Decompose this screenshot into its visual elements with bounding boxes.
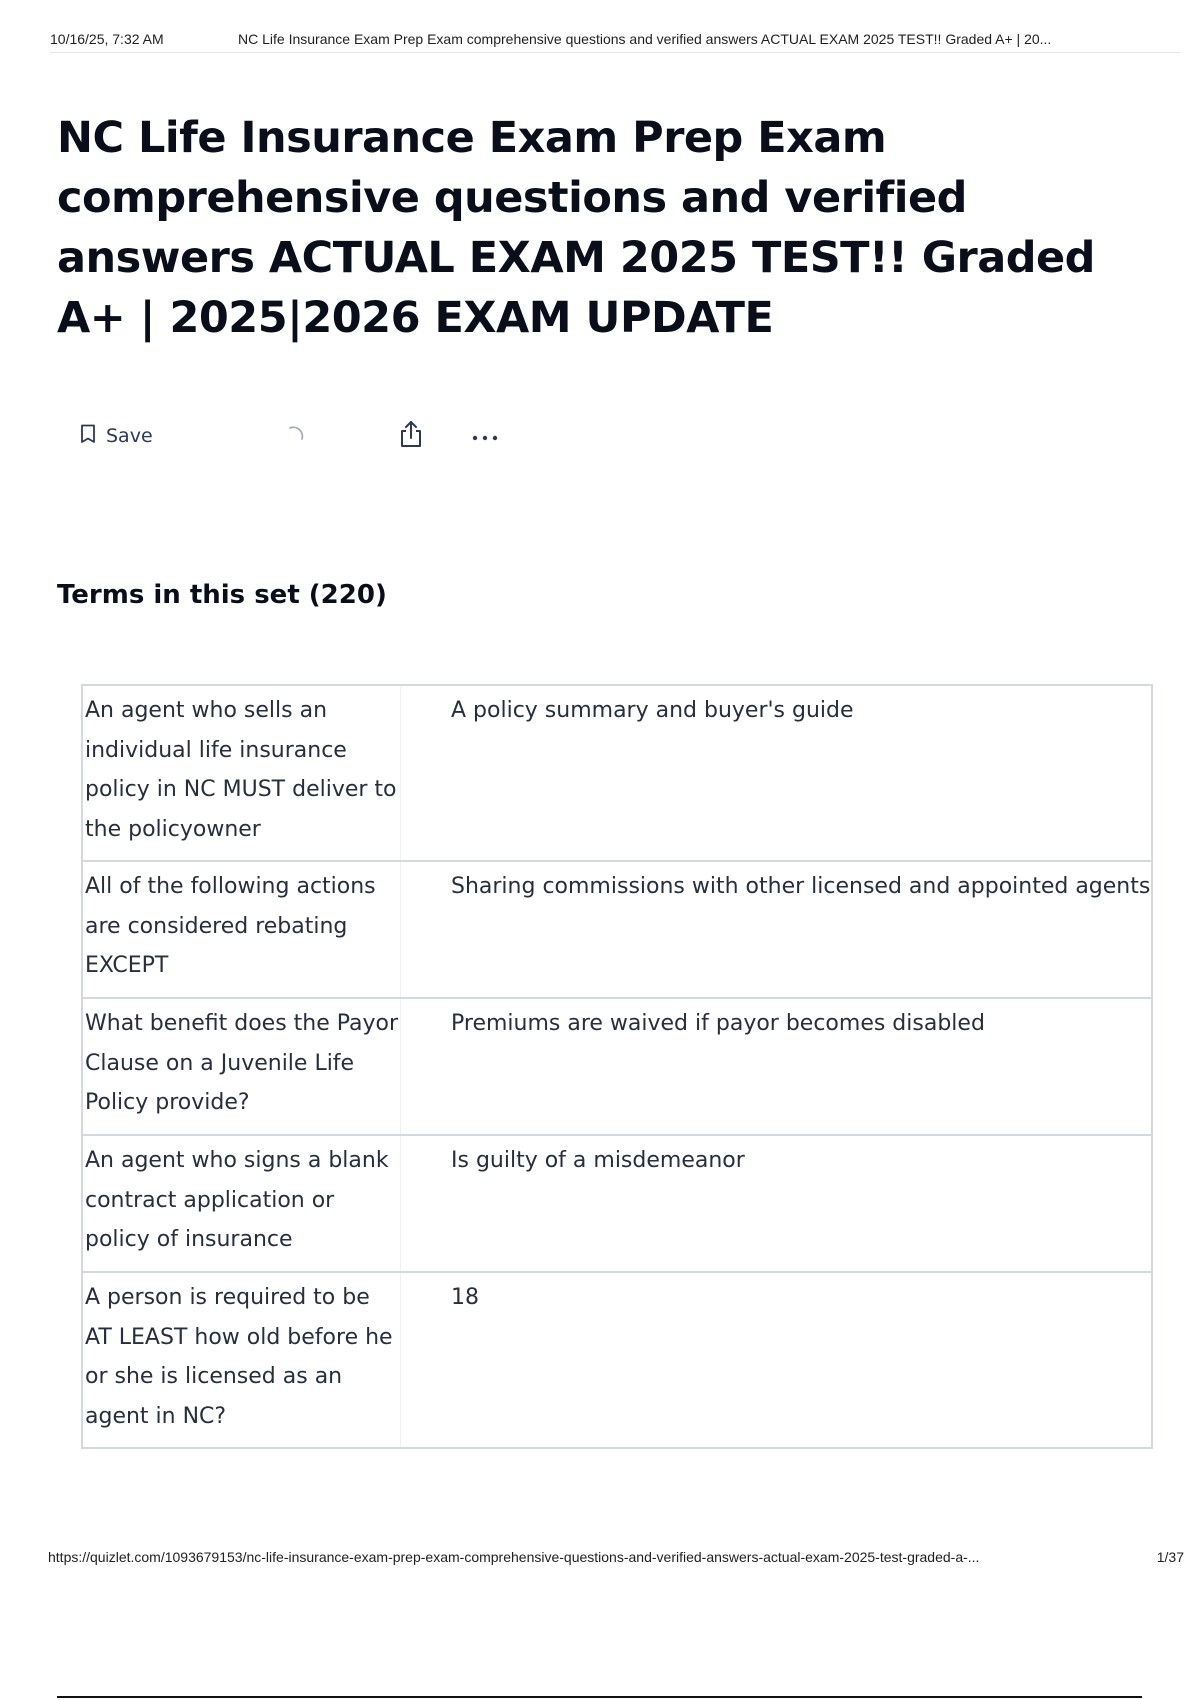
term-text: An agent who signs a blank contract application or policy of insurance [83, 1136, 401, 1271]
bottom-divider [57, 1696, 1142, 1698]
definition-text: 18 [451, 1285, 479, 1310]
page-number: 1/37 [1156, 1549, 1184, 1565]
term-text: An agent who sells an individual life insurance policy in NC MUST deliver to the policyowner [83, 686, 401, 860]
term-text: All of the following actions are considered rebating EXCEPT [83, 862, 401, 997]
definition-text: Premiums are waived if payor becomes disabled [451, 1011, 985, 1036]
definition-text: Is guilty of a misdemeanor [451, 1148, 745, 1173]
print-doc-title: NC Life Insurance Exam Prep Exam comprehensive questions and verified answers ACTUAL EXAM 2025 TEST!! Graded A+ | 20... [238, 31, 1052, 47]
print-header [50, 28, 1180, 53]
term-row [83, 686, 1151, 862]
page-title: NC Life Insurance Exam Prep Exam comprehensive questions and verified answers ACTUAL EXAM 2025 TEST!! Graded A+ | 2025|2026 EXAM UPDATE [57, 113, 1095, 343]
page-url: https://quizlet.com/1093679153/nc-life-insurance-exam-prep-exam-comprehensive-questions-and-verified-answers-actual-exam-2025-test-graded-a-... [48, 1549, 980, 1565]
terms-table [81, 684, 1153, 1449]
term-row [83, 1136, 1151, 1273]
definition-text: Sharing commissions with other licensed and appointed agents [451, 874, 1151, 899]
save-label: Save [106, 425, 153, 447]
set-toolbar [80, 418, 540, 454]
loading-spinner-icon [278, 418, 314, 454]
share-icon [397, 419, 425, 453]
term-row [83, 1273, 1151, 1448]
terms-heading: Terms in this set (220) [57, 580, 387, 610]
print-footer [48, 1549, 1184, 1569]
term-row [83, 862, 1151, 999]
definition-text: A policy summary and buyer's guide [451, 698, 854, 723]
more-options-button[interactable] [467, 418, 503, 454]
save-button[interactable] [80, 418, 153, 454]
term-text: What benefit does the Payor Clause on a Juvenile Life Policy provide? [83, 999, 401, 1134]
more-options-icon [470, 427, 500, 446]
share-button[interactable] [393, 418, 429, 454]
term-row [83, 999, 1151, 1136]
term-text: A person is required to be AT LEAST how old before he or she is licensed as an agent in NC? [83, 1273, 401, 1447]
bookmark-icon [80, 424, 96, 449]
print-date: 10/16/25, 7:32 AM [50, 31, 164, 47]
